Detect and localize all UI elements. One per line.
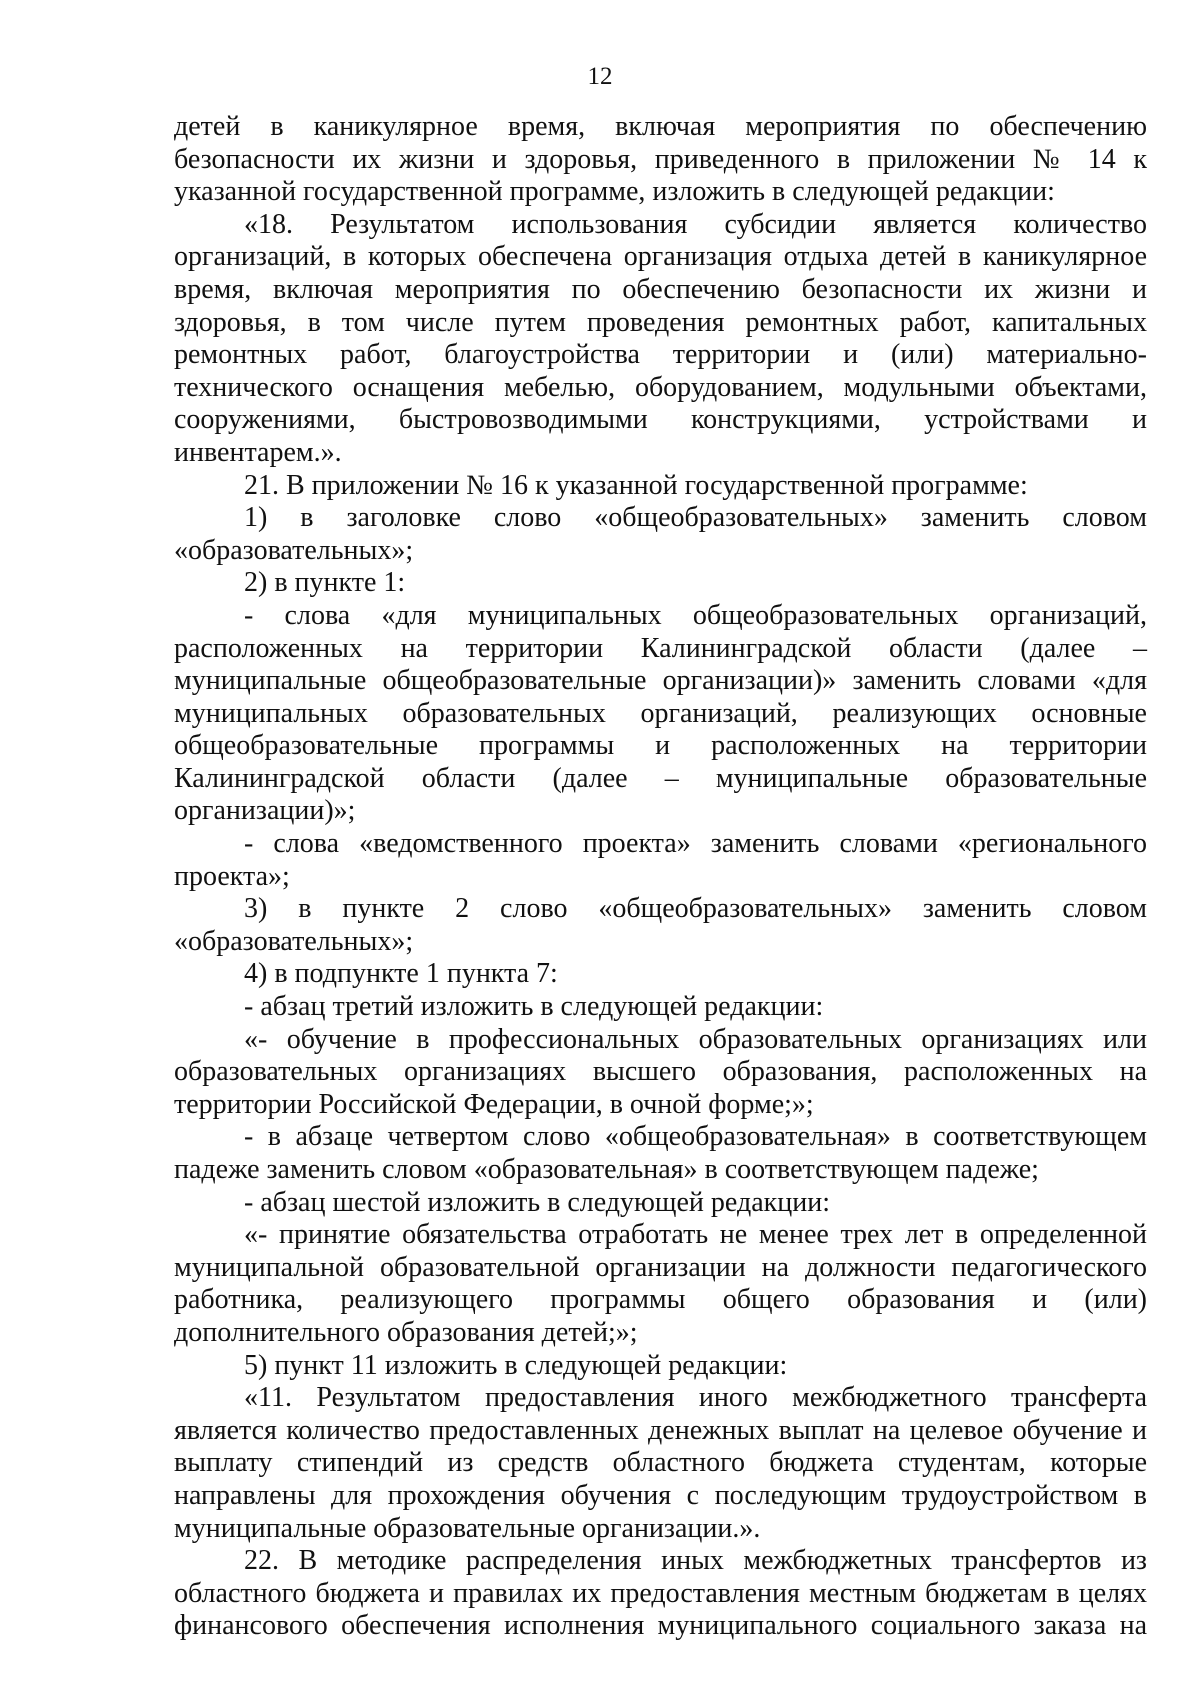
- paragraph: - абзац шестой изложить в следующей редакции:: [244, 1186, 830, 1218]
- paragraph: - слова «для муниципальных общеобразовательных организаций, расположенных на территории Калининградской области (далее – муниципальные общеобразовательные организации)» заменить словами «для муниципальных образовательных организаций, реализующих основные общеобразовательные программы и расположенных на территории Калининградской области (далее – муниципальные образовательные организации)»;: [174, 599, 1147, 827]
- paragraph: - абзац третий изложить в следующей редакции:: [244, 991, 824, 1023]
- paragraph: - в абзаце четвертом слово «общеобразовательная» в соответствующем падеже заменить словом «образовательная» в соответствующем падеже;: [174, 1121, 1147, 1185]
- paragraph: 2) в пункте 1:: [244, 567, 406, 599]
- paragraph: 22. В методике распределения иных межбюджетных трансфертов из областного бюджета и правилах их предоставления местным бюджетам в целях финансового обеспечения исполнения муниципального социального заказа на: [174, 1545, 1147, 1642]
- paragraph: «- обучение в профессиональных образовательных организациях или образовательных организациях высшего образования, расположенных на территории Российской Федерации, в очной форме;»;: [174, 1023, 1147, 1120]
- paragraph: 3) в пункте 2 слово «общеобразовательных» заменить словом «образовательных»;: [174, 893, 1147, 957]
- paragraph: 5) пункт 11 изложить в следующей редакции:: [244, 1349, 788, 1381]
- paragraph: «18. Результатом использования субсидии является количество организаций, в которых обеспечена организация отдыха детей в каникулярное время, включая мероприятия по обеспечению безопасности их жизни и здоровья, в том числе путем проведения ремонтных работ, капитальных ремонтных работ, благоустройства территории и (или) материально-технического оснащения мебелью, оборудованием, модульными объектами, сооружениями, быстровозводимыми конструкциями, устройствами и инвентарем.».: [174, 208, 1147, 468]
- paragraph: «11. Результатом предоставления иного межбюджетного трансферта является количество предоставленных денежных выплат на целевое обучение и выплату стипендий из средств областного бюджета студентам, которые направлены для прохождения обучения с последующим трудоустройством в муниципальные образовательные организации.».: [174, 1382, 1147, 1544]
- paragraph: «- принятие обязательства отработать не менее трех лет в определенной муниципальной образовательной организации на должности педагогического работника, реализующего программы общего образования и (или) дополнительного образования детей;»;: [174, 1219, 1147, 1348]
- paragraph: 4) в подпункте 1 пункта 7:: [244, 958, 558, 990]
- paragraph: 21. В приложении № 16 к указанной государственной программе:: [244, 469, 1028, 501]
- paragraph: детей в каникулярное время, включая мероприятия по обеспечению безопасности их жизни и здоровья, приведенного в приложении № 14 к указанной государственной программе, изложить в следующей редакции:: [174, 111, 1147, 208]
- paragraph: - слова «ведомственного проекта» заменить словами «регионального проекта»;: [174, 828, 1147, 892]
- page-number: 12: [587, 63, 613, 90]
- document-body: [174, 111, 1147, 1643]
- paragraph: 1) в заголовке слово «общеобразовательных» заменить словом «образовательных»;: [174, 502, 1147, 566]
